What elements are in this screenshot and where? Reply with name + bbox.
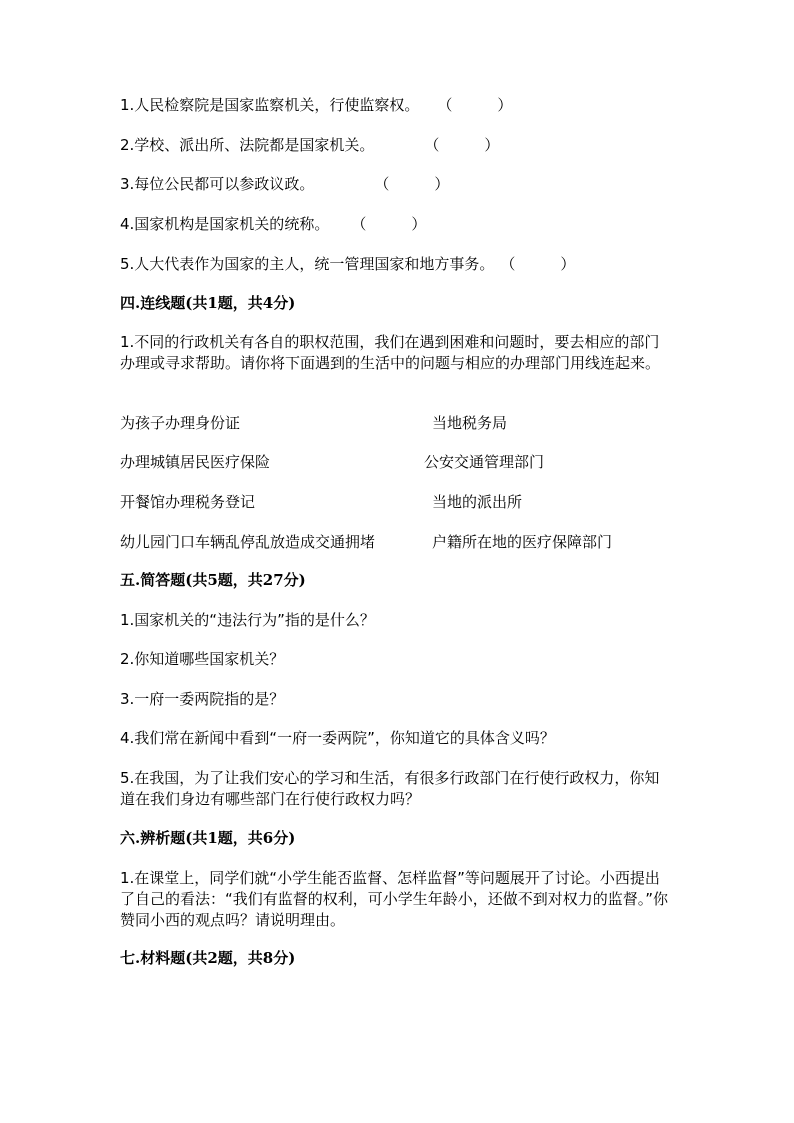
answer-blank[interactable]: （ ）	[500, 255, 576, 273]
judge-item-text: 2.学校、派出所、法院都是国家机关。	[120, 136, 375, 154]
matching-right-item[interactable]: 户籍所在地的医疗保障部门	[432, 533, 613, 551]
matching-left-item[interactable]: 幼儿园门口车辆乱停乱放造成交通拥堵	[120, 533, 376, 551]
judge-item-1	[120, 95, 512, 116]
judge-item-text: 1.人民检察院是国家监察机关，行使监察权。	[120, 96, 420, 114]
matching-right-item[interactable]: 当地的派出所	[432, 493, 523, 511]
judge-item-4	[120, 214, 426, 235]
judge-item-5	[120, 254, 575, 275]
short-answer-question: 1.国家机关的“违法行为”指的是什么？	[120, 611, 375, 629]
matching-question: 1.不同的行政机关有各自的职权范围，我们在遇到困难和问题时，要去相应的部门办理或寻求帮助。请你将下面遇到的生活中的问题与相应的办理部门用线连起来。	[120, 333, 661, 372]
judge-item-text: 5.人大代表作为国家的主人，统一管理国家和地方事务。	[120, 255, 495, 273]
judge-item-text: 4.国家机构是国家机关的统称。	[120, 215, 330, 233]
answer-blank[interactable]: （ ）	[437, 96, 513, 114]
section-heading-analysis: 六.辨析题(共1题，共6分)	[120, 829, 296, 847]
section-heading-short-answer: 五.简答题(共5题，共27分)	[120, 571, 306, 589]
answer-blank[interactable]: （ ）	[374, 175, 450, 193]
matching-right-item[interactable]: 当地税务局	[432, 414, 508, 432]
answer-blank[interactable]: （ ）	[351, 215, 427, 233]
short-answer-question: 2.你知道哪些国家机关？	[120, 650, 285, 668]
judge-item-2	[120, 135, 499, 156]
matching-left-item[interactable]: 办理城镇居民医疗保险	[120, 453, 271, 471]
judge-item-3	[120, 174, 449, 195]
matching-left-item[interactable]: 开餐馆办理税务登记	[120, 493, 256, 511]
section-heading-material: 七.材料题(共2题，共8分)	[120, 949, 296, 967]
analysis-question: 1.在课堂上，同学们就“小学生能否监督、怎样监督”等问题展开了讨论。小西提出了自己的看法：“我们有监督的权利，可小学生年龄小，还做不到对权力的监督。”你赞同小西的观点吗？请说明理由。	[120, 869, 669, 929]
short-answer-question: 5.在我国，为了让我们安心的学习和生活，有很多行政部门在行使行政权力，你知道在我们身边有哪些部门在行使行政权力吗？	[120, 769, 660, 808]
matching-left-item[interactable]: 为孩子办理身份证	[120, 414, 241, 432]
answer-blank[interactable]: （ ）	[424, 136, 500, 154]
judge-item-text: 3.每位公民都可以参政议政。	[120, 175, 315, 193]
matching-right-item[interactable]: 公安交通管理部门	[424, 453, 545, 471]
short-answer-question: 4.我们常在新闻中看到“一府一委两院”，你知道它的具体含义吗？	[120, 729, 555, 747]
section-heading-matching: 四.连线题(共1题，共4分)	[120, 294, 296, 312]
short-answer-question: 3.一府一委两院指的是？	[120, 690, 285, 708]
